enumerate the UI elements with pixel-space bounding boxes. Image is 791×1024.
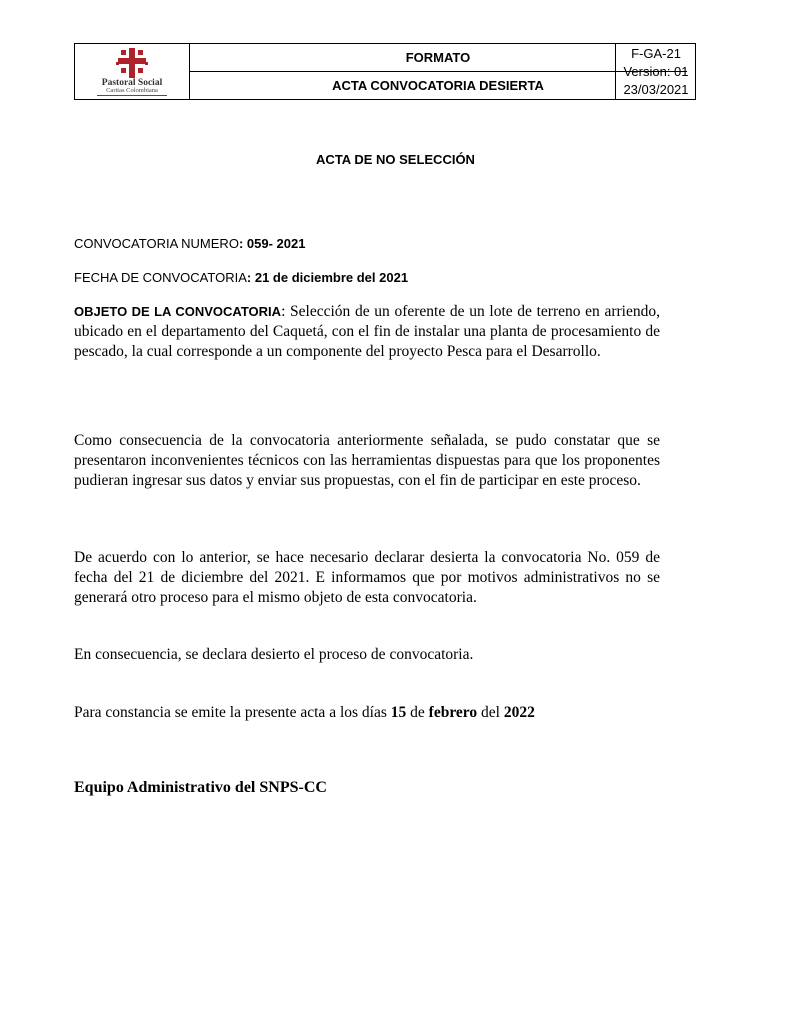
document-date: 23/03/2021 <box>623 82 689 97</box>
logo-name: Pastoral Social <box>101 78 163 88</box>
signature: Equipo Administrativo del SNPS-CC <box>74 779 327 796</box>
paragraph-consecuencia: Como consecuencia de la convocatoria anteriormente señalada, se pudo constatar que se presentaron inconvenientes técnicos con las herramientas dispuestas para que los proponentes pudieran ingresar sus datos y enviar sus propuestas, con el fin de participar en este proceso. <box>74 432 660 489</box>
paragraph-declaracion: De acuerdo con lo anterior, se hace necesario declarar desierta la convocatoria No. 059 de fecha del 21 de diciembre del 2021. E informamos que por motivos administrativos no se generará otro proceso para el mismo objeto de esta convocatoria. <box>74 549 660 606</box>
format-label: FORMATO <box>189 44 687 72</box>
caritas-logo-icon <box>115 47 149 79</box>
fecha-convocatoria-label: FECHA DE CONVOCATORIA <box>74 270 247 285</box>
objeto-label: OBJETO DE LA CONVOCATORIA <box>74 304 282 319</box>
document-code: F-GA-21 <box>631 46 681 61</box>
constancia-de: de <box>406 704 429 721</box>
document-header <box>74 43 696 100</box>
paragraph-conclusion: En consecuencia, se declara desierto el proceso de convocatoria. <box>74 646 474 663</box>
header-title-cell <box>189 44 687 99</box>
constancia-line <box>74 703 660 723</box>
logo-divider <box>97 95 167 96</box>
logo-cell <box>75 44 190 99</box>
logo-subname: Caritas Colombiana <box>106 87 158 94</box>
document-title: ACTA CONVOCATORIA DESIERTA <box>332 78 544 93</box>
constancia-prefix: Para constancia se emite la presente acta a los días <box>74 704 391 721</box>
convocatoria-numero-label: CONVOCATORIA NUMERO <box>74 236 239 251</box>
document-code-cell <box>615 44 696 100</box>
objeto-convocatoria <box>74 302 660 362</box>
fecha-convocatoria-colon: : <box>246 270 252 285</box>
convocatoria-numero-value: 059- 2021 <box>246 236 306 251</box>
document-version: Version: 01 <box>623 64 689 79</box>
fecha-convocatoria-value: 21 de diciembre del 2021 <box>254 270 409 285</box>
convocatoria-numero-colon: : <box>238 236 244 251</box>
constancia-year: 2022 <box>503 704 535 721</box>
fecha-convocatoria <box>74 270 696 285</box>
page-title: ACTA DE NO SELECCIÓN <box>316 152 475 167</box>
objeto-text: : Selección de un oferente de un lote de terreno en arriendo, ubicado en el departamento del Caquetá, con el fin de instalar una planta de procesamiento de pescado, la cual corresponde a un componente del proyecto Pesca para el Desarrollo. <box>74 303 660 360</box>
convocatoria-numero <box>74 236 696 251</box>
constancia-del: del <box>477 704 504 721</box>
constancia-day: 15 <box>390 704 407 721</box>
constancia-month: febrero <box>428 704 478 721</box>
